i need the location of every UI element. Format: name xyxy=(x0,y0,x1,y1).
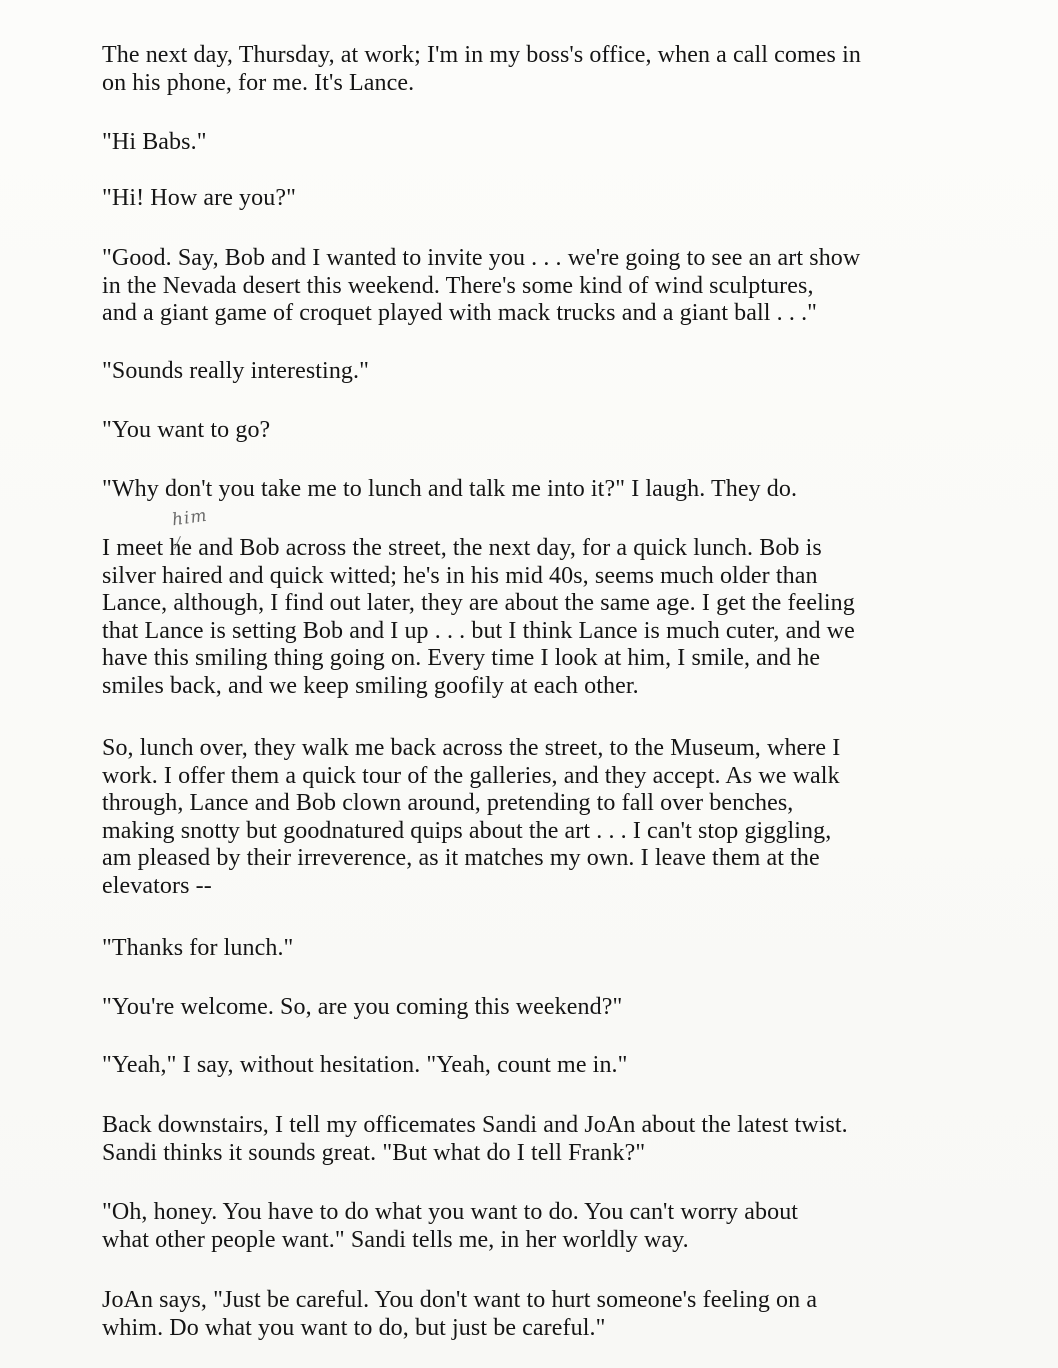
paragraph-joan-advice: JoAn says, "Just be careful. You don't want to hurt someone's feeling on a whim. Do what you want to do, but just be careful." xyxy=(102,1287,818,1341)
handwritten-correction: him xyxy=(170,505,209,531)
paragraph-lunch-meeting: I meet he and Bob across the street, the next day, for a quick lunch. Bob is silver haired and quick witted; he's in his mid 40s, seems much older than Lance, although, I find out later, they are about the same age. I get the feeling that Lance is setting Bob and I up . . . but I think Lance is much cuter, and we have this smiling thing going on. Every time I look at him, I smile, and he smiles back, and we keep smiling goofily at each other. xyxy=(102,535,855,699)
paragraph-thanks-lunch: "Thanks for lunch." xyxy=(102,935,294,961)
paragraph-phone-call: The next day, Thursday, at work; I'm in my boss's office, when a call comes in on his phone, for me. It's Lance. xyxy=(102,42,861,96)
paragraph-sandi-advice: "Oh, honey. You have to do what you want to do. You can't worry about what other people want." Sandi tells me, in her worldly way. xyxy=(102,1199,799,1253)
paragraph-lunch-request: "Why don't you take me to lunch and talk me into it?" I laugh. They do. xyxy=(102,476,798,502)
paragraph-count-me-in: "Yeah," I say, without hesitation. "Yeah, count me in." xyxy=(102,1052,628,1078)
paragraph-coming-weekend: "You're welcome. So, are you coming this weekend?" xyxy=(102,994,623,1020)
paragraph-want-to-go: "You want to go? xyxy=(102,417,271,443)
paragraph-how-are-you: "Hi! How are you?" xyxy=(102,185,296,211)
paragraph-sounds-interesting: "Sounds really interesting." xyxy=(102,358,370,384)
paragraph-invitation: "Good. Say, Bob and I wanted to invite you . . . we're going to see an art show in the Nevada desert this weekend. There's some kind of wind sculptures, and a giant game of croquet played with mack trucks and a giant ball . . ." xyxy=(102,245,861,326)
paragraph-hi-babs: "Hi Babs." xyxy=(102,129,207,155)
paragraph-officemates: Back downstairs, I tell my officemates Sandi and JoAn about the latest twist. Sandi thinks it sounds great. "But what do I tell Frank?" xyxy=(102,1112,848,1166)
paragraph-museum-tour: So, lunch over, they walk me back across the street, to the Museum, where I work. I offer them a quick tour of the galleries, and they accept. As we walk through, Lance and Bob clown around, pretending to fall over benches, making snotty but goodnatured quips about the art . . . I can't stop giggling, am pleased by their irreverence, as it matches my own. I leave them at the elevators -- xyxy=(102,735,841,899)
